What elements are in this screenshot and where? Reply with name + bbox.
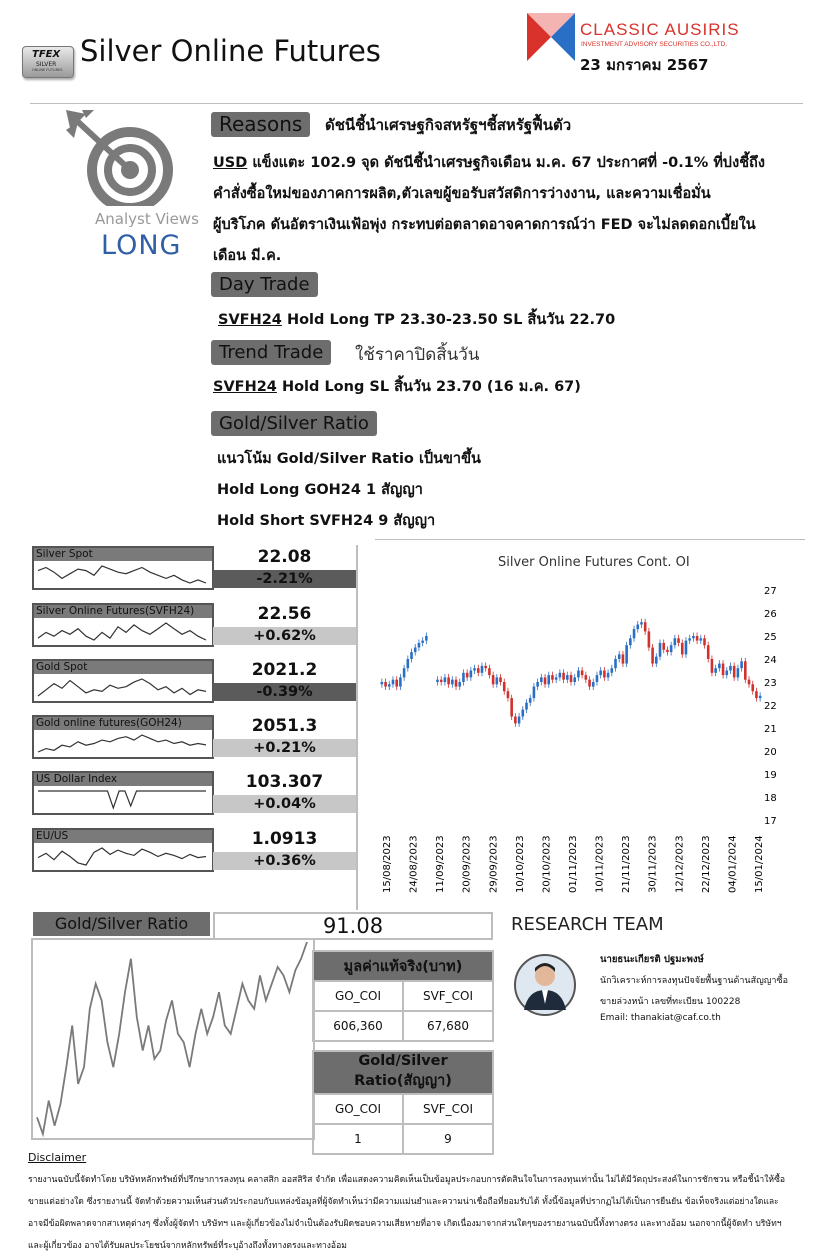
classic-ausiris-logo-icon	[527, 13, 575, 61]
candle-body	[462, 673, 465, 682]
reasons-line-4: เดือน มี.ค.	[213, 248, 282, 264]
candle-body	[614, 659, 617, 668]
trend-trade-note: ใช้ราคาปิดสิ้นวัน	[355, 345, 480, 365]
candle-body	[655, 657, 658, 664]
x-tick-label: 15/01/2024	[754, 835, 765, 893]
candle-body	[599, 671, 602, 676]
candle-body	[585, 675, 588, 680]
fair-value-val1: 606,360	[313, 1011, 403, 1041]
candle-body	[566, 675, 569, 680]
contracts-header: Gold/Silver Ratio(สัญญา)	[313, 1051, 493, 1094]
market-box-1	[32, 603, 214, 647]
candle-body	[484, 666, 487, 668]
market-sparkline	[34, 562, 210, 587]
fair-value-val2: 67,680	[403, 1011, 493, 1041]
market-label: US Dollar Index	[34, 773, 212, 786]
market-sparkline	[34, 675, 210, 700]
candle-body	[733, 666, 736, 678]
analyst-email[interactable]: Email: thanakiat@caf.co.th	[600, 1013, 721, 1023]
market-sparkline-line	[38, 679, 206, 696]
oi-candlestick-chart	[376, 575, 796, 905]
candle-body	[410, 652, 413, 659]
market-sparkline	[34, 731, 210, 756]
y-tick-label: 19	[764, 770, 777, 781]
candle-body	[622, 654, 625, 663]
candle-body	[458, 682, 461, 687]
candle-body	[688, 638, 691, 640]
market-label: EU/US	[34, 830, 212, 843]
market-value: 1.0913	[251, 829, 318, 849]
x-tick-label: 20/09/2023	[461, 835, 473, 893]
fair-value-col2: SVF_COI	[403, 981, 493, 1011]
market-label: Gold online futures(GOH24)	[34, 717, 212, 730]
market-value: 22.56	[257, 604, 312, 624]
fair-value-col1: GO_COI	[313, 981, 403, 1011]
candle-body	[577, 671, 580, 678]
day-trade-line	[218, 305, 615, 336]
section-divider	[375, 539, 805, 540]
candle-body	[444, 677, 447, 682]
candle-body	[544, 677, 547, 684]
trend-trade-line	[213, 372, 581, 403]
candle-body	[618, 654, 621, 659]
candle-body	[392, 680, 395, 685]
market-change: +0.62%	[213, 627, 356, 645]
market-label: Silver Online Futures(SVFH24)	[34, 605, 212, 618]
y-tick-label: 25	[764, 632, 777, 643]
candle-body	[740, 661, 743, 668]
analyst-role: นักวิเคราะห์การลงทุนปัจจัยพื้นฐานด้านสัญญาซื้อ	[600, 976, 788, 986]
gsr-line	[37, 942, 307, 1134]
candle-body	[555, 677, 558, 679]
contracts-col1: GO_COI	[313, 1094, 403, 1124]
candle-body	[755, 691, 758, 698]
market-label: Gold Spot	[34, 661, 212, 674]
y-tick-label: 23	[764, 678, 777, 689]
x-tick-label: 12/12/2023	[674, 835, 686, 893]
gsr-chart-box	[31, 938, 315, 1140]
disclaimer-text: รายงานฉบับนี้จัดทำโดย บริษัทหลักทรัพย์ที่ปรึกษาการลงทุน คลาสสิก ออสสิริส จำกัด เพื่อแสดงความคิดเห็นเป็นข้อมูลประกอบการตัดสินใจในการลงทุนเท่านั้น ไม่ได้มีวัตถุประสงค์ในการชักชวน หรือชี้นำให้ซื้อขายแต่อย่างใด ซึ่งรายงานนี้ จัดทำด้วยความเห็นส่วนตัวประกอบกับแหล่งข้อมูลที่ผู้จัดทำเห็นว่ามีความแม่นยำและความน่าเชื่อถือที่ยอมรับได้ ทั้งนี้ข้อมูลที่ปรากฏไม่ได้เป็นการยืนยัน ข้อเท็จจริงแต่อย่างใดและอาจมีข้อผิดพลาดจากสาเหตุต่างๆ ซึ่งทั้งผู้จัดทำ บริษัทฯ และผู้เกี่ยวข้องไม่จำเป็นต้องรับผิดชอบความเสียหายที่อาจ เกิดเนื่องมาจากส่วนใดๆของรายงานฉบับนี้ทั้งทางตรง และทางอ้อม นอกจากนี้ผู้จัดทำ บริษัทฯ และผู้เกี่ยวข้อง อาจได้รับผลประโยชน์จากหลักทรัพย์ที่ระบุอ้างถึงทั้งทางตรงและทางอ้อม	[28, 1175, 786, 1251]
candle-body	[729, 666, 732, 671]
x-tick-label: 10/11/2023	[594, 835, 606, 893]
tfex-badge-sub2: ONLINE FUTURES	[32, 68, 63, 72]
candle-body	[381, 682, 384, 684]
contracts-table	[312, 1050, 494, 1155]
candle-body	[596, 675, 599, 682]
reasons-line-2: คำสั่งซื้อใหม่ของภาคการผลิต,ตัวเลขผู้ขอรับสวัสดิการว่างงาน, และความเชื่อมั่น	[213, 186, 711, 202]
day-trade-text: Hold Long TP 23.30-23.50 SL สิ้นวัน 22.70	[286, 312, 616, 328]
x-tick-label: 20/10/2023	[541, 835, 553, 893]
gs-ratio-lines	[217, 444, 481, 537]
candle-body	[692, 636, 695, 638]
market-change: +0.04%	[213, 795, 356, 813]
candle-body	[562, 673, 565, 680]
market-value: 2021.2	[251, 660, 318, 680]
market-sparkline-line	[38, 566, 206, 583]
reasons-headline: ดัชนีชี้นำเศรษฐกิจสหรัฐฯชี้สหรัฐฟื้นตัว	[325, 116, 572, 134]
fair-value-table	[312, 950, 494, 1042]
candle-body	[662, 643, 665, 650]
oi-chart-title: Silver Online Futures Cont. OI	[498, 555, 690, 570]
reasons-tag: Reasons	[211, 112, 310, 137]
tfex-badge	[22, 46, 74, 78]
target-arrow-icon	[64, 110, 194, 210]
candle-body	[440, 680, 443, 682]
candle-body	[725, 671, 728, 676]
contracts-val2: 9	[403, 1124, 493, 1154]
candle-body	[521, 710, 524, 717]
fair-value-header: มูลค่าแท้จริง(บาท)	[313, 951, 493, 981]
candle-body	[473, 668, 476, 670]
reasons-line-3: ผู้บริโภค ดันอัตราเงินเฟ้อพุ่ง กระทบต่อตลาดอาจคาดการณ์ว่า FED จะไม่ลดดอกเบี้ยใน	[213, 217, 756, 233]
gsr-value: 91.08	[213, 912, 493, 940]
y-tick-label: 17	[764, 816, 777, 827]
candle-body	[573, 677, 576, 682]
gsr-header: Gold/Silver Ratio	[33, 912, 210, 936]
candle-body	[425, 636, 428, 641]
candle-body	[488, 668, 491, 675]
market-panel-divider	[356, 545, 358, 910]
candle-body	[700, 638, 703, 640]
candle-body	[640, 622, 643, 624]
market-label: Silver Spot	[34, 548, 212, 561]
candle-body	[388, 684, 391, 686]
candle-body	[451, 680, 454, 685]
brand-sub: INVESTMENT ADVISORY SECURITIES CO.,LTD.	[581, 41, 728, 48]
reasons-line-1: แข็งแตะ 102.9 จุด ดัชนีชี้นำเศรษฐกิจเดือน ม.ค. 67 ประกาศที่ -0.1% ที่บ่งชี้ถึง	[252, 155, 765, 171]
candle-body	[744, 661, 747, 679]
candle-body	[529, 698, 532, 703]
candle-body	[674, 638, 677, 645]
candle-body	[570, 675, 573, 682]
candle-body	[551, 675, 554, 680]
candle-body	[644, 622, 647, 631]
gs-ratio-line-3: Hold Short SVFH24 9 สัญญา	[217, 513, 436, 529]
candle-body	[751, 684, 754, 691]
candle-body	[707, 645, 710, 659]
analyst-name: นายธนะเกียรติ ปฐมะพงษ์	[600, 954, 704, 965]
page-title: Silver Online Futures	[80, 34, 381, 68]
x-tick-label: 30/11/2023	[647, 835, 659, 893]
day-trade-tag: Day Trade	[211, 272, 318, 297]
candle-body	[703, 638, 706, 645]
candle-body	[403, 668, 406, 677]
y-tick-label: 22	[764, 701, 777, 712]
candle-body	[737, 668, 740, 677]
reasons-body	[213, 148, 803, 272]
y-tick-label: 20	[764, 747, 777, 758]
gs-ratio-line-1: แนวโน้ม Gold/Silver Ratio เป็นขาขึ้น	[217, 451, 481, 467]
candle-body	[607, 673, 610, 678]
market-value: 22.08	[257, 547, 312, 567]
candle-body	[685, 641, 688, 655]
x-tick-label: 21/11/2023	[621, 835, 633, 893]
x-tick-label: 01/11/2023	[568, 835, 579, 893]
candle-body	[407, 659, 410, 668]
research-team-title: RESEARCH TEAM	[511, 914, 664, 935]
candle-body	[477, 668, 480, 673]
market-box-2	[32, 659, 214, 703]
candle-body	[629, 638, 632, 645]
market-box-5	[32, 828, 214, 872]
brand-name: CLASSIC AUSIRIS	[580, 20, 740, 39]
candle-body	[384, 682, 387, 687]
market-change: -2.21%	[213, 570, 356, 588]
candle-body	[547, 675, 550, 684]
x-tick-label: 10/10/2023	[514, 835, 526, 893]
x-tick-label: 29/09/2023	[488, 835, 500, 893]
market-change: -0.39%	[213, 683, 356, 701]
market-sparkline-line	[38, 791, 206, 808]
candle-body	[447, 677, 450, 684]
candle-body	[722, 664, 725, 676]
disclaimer-title: Disclaimer	[28, 1151, 87, 1164]
candle-body	[514, 717, 517, 724]
candle-body	[518, 717, 521, 724]
x-tick-label: 04/01/2024	[727, 835, 739, 893]
candle-body	[507, 691, 510, 698]
usd-label: USD	[213, 155, 248, 171]
candle-body	[455, 680, 458, 687]
market-box-4	[32, 771, 214, 815]
x-tick-label: 15/08/2023	[382, 835, 393, 893]
market-sparkline	[34, 787, 210, 812]
analyst-role-2: ขายล่วงหน้า เลขที่ทะเบียน 100228	[600, 997, 741, 1007]
contracts-col2: SVF_COI	[403, 1094, 493, 1124]
candle-body	[681, 643, 684, 655]
market-sparkline	[34, 619, 210, 644]
market-sparkline-line	[38, 848, 206, 865]
candle-body	[470, 671, 473, 678]
market-box-3	[32, 715, 214, 759]
candle-body	[536, 682, 539, 687]
candle-body	[633, 629, 636, 638]
x-tick-label: 11/09/2023	[435, 835, 447, 893]
candle-body	[399, 677, 402, 686]
candle-body	[540, 677, 543, 682]
candle-body	[625, 645, 628, 663]
y-tick-label: 18	[764, 793, 777, 804]
trend-trade-symbol: SVFH24	[213, 379, 277, 395]
candle-body	[603, 671, 606, 678]
candle-body	[414, 648, 417, 653]
candle-body	[421, 641, 424, 643]
candle-body	[696, 636, 699, 641]
market-sparkline	[34, 844, 210, 869]
candle-body	[714, 668, 717, 673]
x-tick-label: 24/08/2023	[408, 835, 420, 893]
candle-body	[395, 680, 398, 687]
header-divider	[30, 103, 803, 104]
analyst-avatar	[514, 954, 576, 1016]
candle-body	[499, 677, 502, 682]
y-tick-label: 26	[764, 609, 777, 620]
analyst-views-caption: Analyst Views	[95, 210, 199, 228]
candle-body	[588, 680, 591, 687]
x-tick-label: 22/12/2023	[700, 835, 712, 893]
candle-body	[581, 671, 584, 676]
report-date: 23 มกราคม 2567	[580, 56, 709, 74]
candle-body	[659, 643, 662, 657]
y-tick-label: 27	[764, 586, 777, 597]
market-change: +0.21%	[213, 739, 356, 757]
candle-body	[466, 673, 469, 678]
candle-body	[592, 682, 595, 687]
candle-body	[648, 631, 651, 647]
candle-body	[492, 675, 495, 684]
day-trade-symbol: SVFH24	[218, 312, 282, 328]
y-tick-label: 21	[764, 724, 777, 735]
candle-body	[651, 648, 654, 664]
trend-trade-text: Hold Long SL สิ้นวัน 23.70 (16 ม.ค. 67)	[281, 379, 581, 395]
candle-body	[481, 666, 484, 673]
tfex-badge-text: TFEX	[32, 49, 61, 60]
analyst-view-value: LONG	[101, 230, 182, 261]
candle-body	[418, 643, 421, 648]
market-value: 103.307	[245, 772, 324, 792]
tfex-badge-sub: SILVER	[36, 61, 57, 68]
gs-ratio-tag: Gold/Silver Ratio	[211, 411, 377, 436]
candle-body	[496, 677, 499, 684]
market-change: +0.36%	[213, 852, 356, 870]
candle-body	[711, 659, 714, 673]
candle-body	[677, 638, 680, 643]
gs-ratio-line-2: Hold Long GOH24 1 สัญญา	[217, 482, 423, 498]
contracts-val1: 1	[313, 1124, 403, 1154]
market-value: 2051.3	[251, 716, 318, 736]
market-sparkline-line	[38, 623, 206, 640]
candle-body	[636, 625, 639, 630]
market-sparkline-line	[38, 735, 206, 752]
candle-body	[559, 673, 562, 678]
candle-body	[533, 687, 536, 699]
candle-body	[436, 680, 439, 682]
candle-body	[610, 668, 613, 673]
candle-body	[670, 645, 673, 652]
candle-body	[525, 703, 528, 710]
candle-body	[510, 698, 513, 716]
market-box-0	[32, 546, 214, 590]
gsr-line-chart	[33, 940, 313, 1138]
candle-body	[666, 650, 669, 652]
y-tick-label: 24	[764, 655, 777, 666]
trend-trade-tag: Trend Trade	[211, 340, 331, 365]
candle-body	[718, 664, 721, 669]
candle-body	[748, 680, 751, 685]
candle-body	[759, 696, 762, 698]
candle-body	[503, 682, 506, 691]
